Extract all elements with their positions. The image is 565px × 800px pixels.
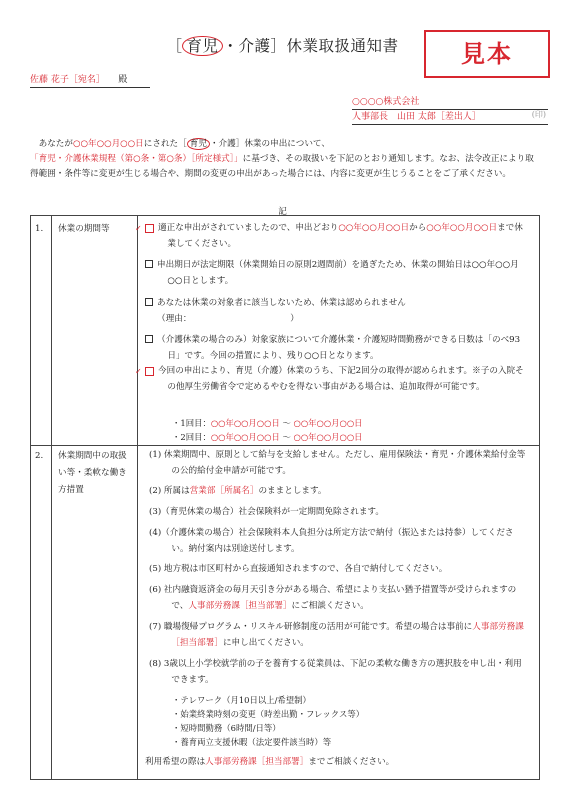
flex-option-2: ・始業終業時刻の変更（時差出勤・フレックス等） <box>172 709 365 719</box>
checkbox-icon[interactable] <box>145 260 153 268</box>
option-approved: ✓ 適正な申出がされていましたので、申出どおり○○年○○月○○日から○○年○○月○○日まで休業してください。 <box>134 223 523 249</box>
ki-heading: 記 <box>278 207 287 217</box>
item-loan-repayment: (6) 社内融資返済金の毎月天引き分がある場合、希望により支払い猶予措置等が受けられますので、人事部労務課［担当部署］にご相談ください。 <box>149 585 517 611</box>
section-2-title: 休業期間中の取扱い等・柔軟な働き方措置 <box>58 451 127 495</box>
column-divider <box>137 216 138 779</box>
section-1-number: 1. <box>35 224 44 234</box>
item-local-tax: (5) 地方税は市区町村から直接通知されますので、各自で納付してください。 <box>149 564 448 574</box>
flex-option-1: ・テレワーク（月10日以上/希望制） <box>172 695 311 705</box>
option-two-periods: ✓ 今回の申出により、育児（介護）休業のうち、下記2回分の取得が認められます。※子の入院その他厚生労働省令で定めるやむを得ない事由がある場合は、追加取得が可能です。 <box>134 366 524 392</box>
section-2-number: 2. <box>35 451 44 461</box>
period-2: ・2回目：○○年○○月○○日 〜 ○○年○○月○○日 <box>172 432 363 442</box>
column-divider <box>51 216 52 779</box>
flex-option-3: ・短時間勤務（6時間/日等） <box>172 723 281 733</box>
document-title: ［ 育児 ・介護］休業取扱通知書 <box>166 37 399 55</box>
item-return-program: (7) 職場復帰プログラム・リスキル研修制度の活用が可能です。希望の場合は事前に人事部労務課［担当部署］に申し出てください。 <box>149 622 524 648</box>
closing-note: 利用希望の際は人事部労務課［担当部署］までご相談ください。 <box>145 757 395 767</box>
addressee: 佐藤 花子［宛名］ 殿 <box>30 72 150 88</box>
option-not-eligible: あなたは休業の対象者に該当しないため、休業は認められません （理由： ） <box>145 296 527 327</box>
section-1-title: 休業の期間等 <box>58 224 110 234</box>
item-flexible-work: (8) 3歳以上小学校就学前の子を養育する従業員は、下記の柔軟な働き方の選択肢を申し出・利用できます。 <box>149 659 522 685</box>
circled-childcare: 育児 <box>182 36 222 56</box>
item-social-insurance-childcare: (3)（育児休業の場合）社会保険料が一定期間免除されます。 <box>149 507 384 517</box>
row-divider <box>31 445 539 446</box>
checkbox-icon[interactable] <box>145 335 153 343</box>
option-late-application: 申出期日が法定期限（休業開始日の原則2週間前）を過ぎたため、休業の開始日は○○年○○月○○日とします。 <box>145 258 527 289</box>
intro-paragraph: あなたが○○年○○月○○日にされた［ 育児 ・介護］休業の申出について、「育児・介護休業規程（第○条・第○条）［所定様式］」に基づき、その取扱いを下記のとおり通知します。なお、法令改正により取得範囲・条件等に変更が生じる場合や、期間の変更の申出があった場合には、内容に変更が生じうることをご了承ください。 <box>30 139 534 179</box>
company-name: ○○○○株式会社 <box>352 94 548 110</box>
checkbox-icon[interactable] <box>145 298 153 306</box>
checked-box-icon[interactable]: ✓ <box>145 224 154 233</box>
sender: 人事部長 山田 太郎［差出人］ (印) <box>352 109 548 125</box>
checked-box-icon[interactable]: ✓ <box>145 367 154 376</box>
item-salary: (1) 休業期間中、原則として給与を支給しません。ただし、雇用保険法・育児・介護休業給付金等の公的給付金申請が可能です。 <box>149 450 526 476</box>
item-social-insurance-care: (4)（介護休業の場合）社会保険料本人負担分は所定方法で納付（振込または持参）してください。納付案内は別途送付します。 <box>149 528 514 554</box>
item-affiliation: (2) 所属は営業部［所属名］のままとします。 <box>149 486 327 496</box>
circled-childcare-intro: 育児 <box>187 138 210 150</box>
sample-stamp: 見本 <box>424 30 550 78</box>
seal-mark: (印) <box>531 110 546 119</box>
option-care-leave-days: （介護休業の場合のみ）対象家族について介護休業・介護短時間勤務ができる日数は「のべ93日」です。今回の措置により、残り○○日となります。 <box>145 333 527 364</box>
flex-option-4: ・養育両立支援休暇（法定要件該当時）等 <box>172 737 332 747</box>
period-1: ・1回目：○○年○○月○○日 〜 ○○年○○月○○日 <box>172 418 363 428</box>
